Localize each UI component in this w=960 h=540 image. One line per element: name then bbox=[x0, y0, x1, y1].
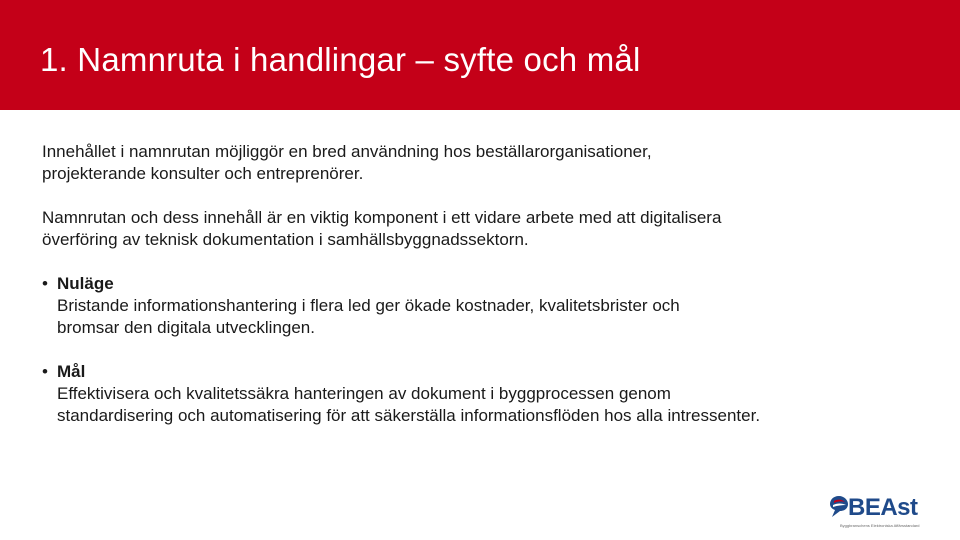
bullet-marker: • bbox=[42, 274, 48, 293]
digitalization-paragraph bbox=[42, 207, 922, 251]
paragraph-line: Innehållet i namnrutan möjliggör en bred användning hos beställarorganisationer, bbox=[42, 142, 652, 161]
logo-wordmark: BEAst bbox=[848, 494, 918, 521]
bullet-marker: • bbox=[42, 362, 48, 381]
bullet-heading: Nuläge bbox=[57, 274, 114, 293]
title-bar bbox=[0, 0, 960, 110]
paragraph-line: projekterande konsulter och entreprenörer. bbox=[42, 164, 364, 183]
bullet-goal bbox=[42, 361, 922, 427]
bullet-line: Bristande informationshantering i flera led ger ökade kostnader, kvalitetsbrister och bbox=[57, 296, 680, 315]
paragraph-line: Namnrutan och dess innehåll är en viktig komponent i ett vidare arbete med att digitalisera bbox=[42, 208, 722, 227]
logo-emblem-icon bbox=[828, 494, 850, 520]
bullet-current-state bbox=[42, 273, 922, 339]
bullet-line: bromsar den digitala utvecklingen. bbox=[57, 318, 315, 337]
beast-logo bbox=[828, 494, 932, 528]
intro-paragraph bbox=[42, 141, 922, 185]
slide-body bbox=[42, 141, 922, 449]
bullet-heading: Mål bbox=[57, 362, 86, 381]
bullet-line: standardisering och automatisering för att säkerställa informationsflöden hos alla intressenter. bbox=[57, 406, 761, 425]
slide-title: 1. Namnruta i handlingar – syfte och mål bbox=[40, 41, 641, 78]
logo-tagline: Byggbranschens Elektroniska Affärsstandard bbox=[840, 523, 920, 528]
paragraph-line: överföring av teknisk dokumentation i samhällsbyggnadssektorn. bbox=[42, 230, 529, 249]
bullet-line: Effektivisera och kvalitetssäkra hanteringen av dokument i byggprocessen genom bbox=[57, 384, 671, 403]
